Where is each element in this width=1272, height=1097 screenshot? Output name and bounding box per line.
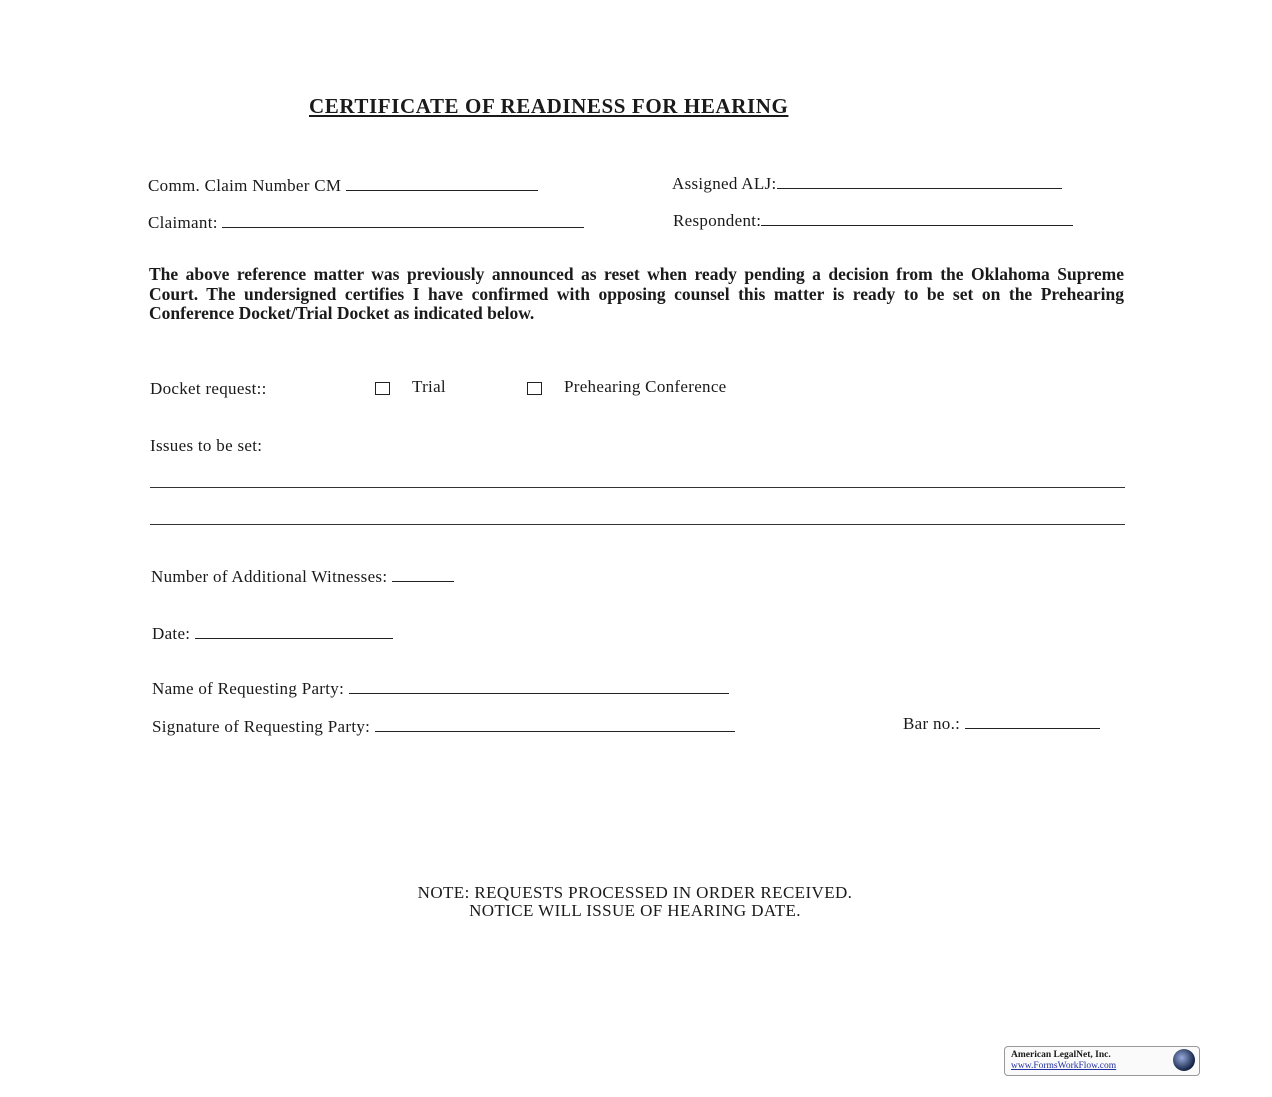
trial-checkbox[interactable] [375,382,390,395]
logo-url-link[interactable]: www.FormsWorkFlow.com [1011,1061,1117,1071]
signature-row [152,717,735,737]
witnesses-field[interactable] [392,580,454,582]
prehearing-checkbox[interactable] [527,382,542,395]
signature-label: Signature of Requesting Party: [152,717,371,736]
prehearing-label: Prehearing Conference [564,377,727,396]
docket-request-label: Docket request:: [150,379,267,398]
name-label: Name of Requesting Party: [152,679,345,698]
docket-option-trial[interactable] [375,377,446,397]
assigned-alj-field[interactable] [777,187,1062,189]
signature-field[interactable] [375,730,735,732]
claimant-row [148,213,584,233]
note-line-1: NOTE: REQUESTS PROCESSED IN ORDER RECEIVED. [417,883,853,902]
note-block [300,884,970,920]
respondent-field[interactable] [761,224,1073,226]
assigned-alj-label: Assigned ALJ: [672,174,777,193]
claimant-field[interactable] [222,226,584,228]
claim-number-label: Comm. Claim Number CM [148,176,342,195]
assigned-alj-row [672,174,1062,194]
bar-number-field[interactable] [965,727,1100,729]
globe-icon [1173,1049,1195,1071]
claim-number-field[interactable] [346,189,538,191]
certification-paragraph: The above reference matter was previously announced as reset when ready pending a decision from the Oklahoma Supreme Court. The undersigned certifies I have confirmed with opposing counsel this matter is ready to be set on the Prehearing Conference Docket/Trial Docket as indicated below. [149,264,1124,323]
document-title: CERTIFICATE OF READINESS FOR HEARING [309,94,789,118]
issues-line-1[interactable] [150,487,1125,488]
docket-option-prehearing[interactable] [527,377,727,397]
witnesses-label: Number of Additional Witnesses: [151,567,388,586]
name-row [152,679,729,699]
respondent-row [673,211,1073,231]
issues-line-2[interactable] [150,524,1125,525]
legalnet-logo [1004,1046,1200,1076]
note-line-2: NOTICE WILL ISSUE OF HEARING DATE. [469,901,801,920]
trial-label: Trial [412,377,446,396]
issues-label: Issues to be set: [150,436,263,455]
respondent-label: Respondent: [673,211,762,230]
date-row [152,624,393,644]
claim-number-row [148,176,538,196]
bar-number-row [903,714,1100,734]
date-field[interactable] [195,637,393,639]
claimant-label: Claimant: [148,213,218,232]
bar-number-label: Bar no.: [903,714,961,733]
logo-company: American LegalNet, Inc. [1011,1050,1111,1060]
name-field[interactable] [349,692,729,694]
witnesses-row [151,567,454,587]
date-label: Date: [152,624,191,643]
